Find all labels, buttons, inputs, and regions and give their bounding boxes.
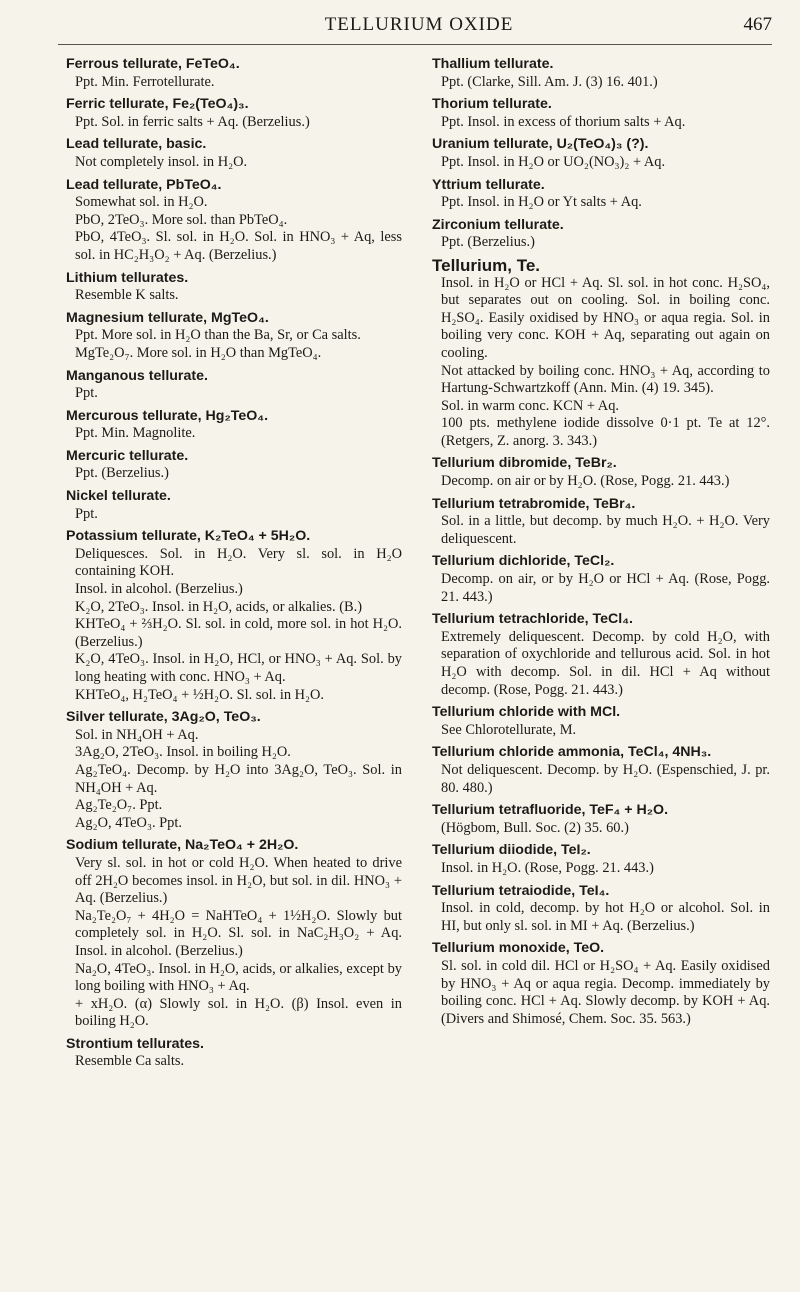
entry-text: Decomp. on air or by H₂O. (Rose, Pogg. 21. 443.) xyxy=(441,473,730,490)
entry-text: Resemble K salts. xyxy=(75,287,179,304)
entry-text: Ppt. Min. Ferrotellurate. xyxy=(75,73,215,90)
header-rule xyxy=(58,44,772,45)
entry-heading: Nickel tellurate. xyxy=(66,488,171,505)
entry-text: 3Ag₂O, 2TeO₃. Insol. in boiling H₂O. xyxy=(75,744,291,761)
entry-text: MgTe₂O₇. More sol. in H₂O than MgTeO₄. xyxy=(75,344,322,361)
entry-text: Ag₂TeO₄. Decomp. by H₂O into 3Ag₂O, TeO₃. Sol. in NH₄OH + Aq. xyxy=(75,761,402,796)
dictionary-entry xyxy=(432,883,770,936)
running-title: TELLURIUM OXIDE xyxy=(324,14,514,35)
entry-heading: Silver tellurate, 3Ag₂O, TeO₃. xyxy=(66,709,261,726)
entry-text: K₂O, 2TeO₃. Insol. in H₂O, acids, or alkalies. (B.) xyxy=(75,598,363,615)
entry-heading: Potassium tellurate, K₂TeO₄ + 5H₂O. xyxy=(66,528,311,545)
dictionary-entry xyxy=(66,528,402,704)
entry-text: Ppt. xyxy=(75,505,98,522)
entry-text: Ppt. Insol. in H₂O or UO₂(NO₃)₂ + Aq. xyxy=(441,153,666,170)
entry-text: PbO, 4TeO₃. Sl. sol. in H₂O. Sol. in HNO₃ + Aq, less sol. in HC₂H₃O₂ + Aq. (Berzelius.) xyxy=(75,229,402,263)
entry-text: Deliquesces. Sol. in H₂O. Very sl. sol. in H₂O containing KOH. xyxy=(75,545,402,580)
dictionary-entry xyxy=(432,842,770,877)
dictionary-entry xyxy=(66,1036,402,1071)
entry-heading: Yttrium tellurate. xyxy=(432,176,545,193)
entry-text: Insol. in cold, decomp. by hot H₂O or alcohol. Sol. in HI, but only sl. sol. in MI + Aq. (Berzelius.) xyxy=(441,900,770,934)
entry-heading: Tellurium tetraiodide, TeI₄. xyxy=(432,882,610,899)
entry-text: Ppt. (Berzelius.) xyxy=(441,234,535,251)
entry-text: Ag₂O, 4TeO₃. Ppt. xyxy=(75,814,182,831)
entry-text: Not attacked by boiling conc. HNO₃ + Aq, according to Hartung-Schwartzkoff (Ann. Min. (4) 19. 345). xyxy=(441,362,770,397)
entry-text: K₂O, 4TeO₃. Insol. in H₂O, HCl, or HNO₃ + Aq. Sol. by long heating with conc. HNO₃ + Aq. xyxy=(75,651,402,685)
dictionary-entry xyxy=(432,744,770,797)
entry-text: Na₂Te₂O₇ + 4H₂O = NaHTeO₄ + 1½H₂O. Slowly but completely sol. in H₂O. Sl. sol. in NaC₂H₃O₂ + Aq. Insol. in alcohol. (Berzelius.) xyxy=(75,907,402,959)
dictionary-entry xyxy=(432,940,770,1028)
entry-text: Extremely deliquescent. Decomp. by cold H₂O, with separation of oxychloride and tellurous acid. Sol. in hot H₂O with decomp. Sol. in dil. HCl + Aq without decomp. (Rose, Pogg. 21. 443.) xyxy=(441,628,770,698)
left-column xyxy=(66,56,402,1076)
dictionary-entry xyxy=(66,488,402,523)
dictionary-entry xyxy=(432,496,770,549)
entry-heading: Tellurium chloride ammonia, TeCl₄, 4NH₃. xyxy=(432,744,712,761)
entry-text: Ppt. Insol. in H₂O or Yt salts + Aq. xyxy=(441,194,642,211)
dictionary-entry xyxy=(432,96,770,131)
dictionary-entry xyxy=(432,553,770,606)
dictionary-entry xyxy=(432,455,770,490)
entry-text: Ppt. Sol. in ferric salts + Aq. (Berzelius.) xyxy=(75,113,310,130)
entry-text: Na₂O, 4TeO₃. Insol. in H₂O, acids, or alkalies, except by long boiling with HNO₃ + Aq. xyxy=(75,960,402,995)
entry-text: Sol. in a little, but decomp. by much H₂O. + H₂O. Very deliquescent. xyxy=(441,513,770,547)
entry-heading: Tellurium chloride with MCl. xyxy=(432,704,621,721)
entry-heading: Tellurium diiodide, TeI₂. xyxy=(432,842,591,859)
dictionary-entry xyxy=(66,837,402,1031)
entry-heading: Tellurium tetrafluoride, TeF₄ + H₂O. xyxy=(432,802,669,819)
entry-text: Very sl. sol. in hot or cold H₂O. When heated to drive off 2H₂O becomes insol. in H₂O, but sol. in dil. HNO₃ + Aq. (Berzelius.) xyxy=(75,854,402,907)
dictionary-entry xyxy=(432,611,770,699)
entry-heading: Strontium tellurates. xyxy=(66,1035,204,1052)
entry-text: KHTeO₄, H₂TeO₄ + ½H₂O. Sl. sol. in H₂O. xyxy=(75,686,325,703)
entry-heading: Magnesium tellurate, MgTeO₄. xyxy=(66,309,269,326)
entry-text: Not completely insol. in H₂O. xyxy=(75,153,248,170)
entry-heading: Ferric tellurate, Fe₂(TeO₄)₃. xyxy=(66,96,249,113)
entry-heading: Zirconium tellurate. xyxy=(432,216,564,233)
entry-heading: Tellurium dibromide, TeBr₂. xyxy=(432,455,617,472)
entry-text: See Chlorotellurate, M. xyxy=(441,721,577,738)
dictionary-entry xyxy=(432,136,770,171)
entry-heading: Mercuric tellurate. xyxy=(66,447,189,464)
entry-heading: Ferrous tellurate, FeTeO₄. xyxy=(66,56,240,72)
entry-heading: Thorium tellurate. xyxy=(432,96,552,113)
entry-heading: Tellurium, Te. xyxy=(432,255,540,275)
entry-text: Somewhat sol. in H₂O. xyxy=(75,194,208,211)
dictionary-entry xyxy=(432,802,770,837)
dictionary-entry xyxy=(66,448,402,483)
entry-heading: Lead tellurate, PbTeO₄. xyxy=(66,176,222,193)
entry-text: + xH₂O. (α) Slowly sol. in H₂O. (β) Insol. even in boiling H₂O. xyxy=(75,995,402,1030)
dictionary-entry xyxy=(432,704,770,739)
entry-text: Sl. sol. in cold dil. HCl or H₂SO₄ + Aq. Easily oxidised by HNO₃ + Aq or aqua regia. Decomp. immediately by boiling conc. HCl + Aq. Slowly decomp. by KOH + Aq. (Divers and Shimosé, Chem. Soc. 35. 563.) xyxy=(441,957,770,1027)
entry-heading: Lithium tellurates. xyxy=(66,269,189,286)
entry-text: Not deliquescent. Decomp. by H₂O. (Espenschied, J. pr. 80. 480.) xyxy=(441,761,770,796)
dictionary-entry xyxy=(66,310,402,363)
entry-text: (Högbom, Bull. Soc. (2) 35. 60.) xyxy=(441,819,629,836)
entry-text: Insol. in alcohol. (Berzelius.) xyxy=(75,581,243,598)
entry-text: Decomp. on air, or by H₂O or HCl + Aq. (Rose, Pogg. 21. 443.) xyxy=(441,571,770,605)
entry-heading: Tellurium tetrabromide, TeBr₄. xyxy=(432,495,636,512)
entry-heading: Mercurous tellurate, Hg₂TeO₄. xyxy=(66,407,269,424)
entry-text: Ppt. (Clarke, Sill. Am. J. (3) 16. 401.) xyxy=(441,73,658,90)
entry-heading: Uranium tellurate, U₂(TeO₄)₃ (?). xyxy=(432,136,649,153)
dictionary-entry xyxy=(66,368,402,403)
dictionary-entry xyxy=(432,257,770,451)
entry-text: Sol. in warm conc. KCN + Aq. xyxy=(441,397,619,414)
entry-text: Ag₂Te₂O₇. Ppt. xyxy=(75,797,163,814)
running-header xyxy=(66,14,772,44)
dictionary-entry xyxy=(66,709,402,832)
entry-heading: Sodium tellurate, Na₂TeO₄ + 2H₂O. xyxy=(66,837,299,854)
right-column xyxy=(432,56,770,1033)
dictionary-entry xyxy=(66,177,402,265)
page-number: 467 xyxy=(743,14,772,35)
dictionary-entry xyxy=(66,136,402,171)
entry-text: Sol. in NH₄OH + Aq. xyxy=(75,726,199,743)
entry-text: PbO, 2TeO₃. More sol. than PbTeO₄. xyxy=(75,211,288,228)
entry-text: Ppt. Min. Magnolite. xyxy=(75,425,196,442)
entry-text: Insol. in H₂O or HCl + Aq. Sl. sol. in hot conc. H₂SO₄, but separates out on cooling. Sol. in boiling conc. H₂SO₄. Easily oxidised by HNO₃ or aqua regia. Sol. in boiling very conc. KOH + Aq, separating out again on cooling. xyxy=(441,274,770,361)
dictionary-entry xyxy=(66,96,402,131)
entry-heading: Thallium tellurate. xyxy=(432,56,554,72)
entry-text: 100 pts. methylene iodide dissolve 0·1 pt. Te at 12°. (Retgers, Z. anorg. 3. 343.) xyxy=(441,415,770,449)
entry-text: Ppt. xyxy=(75,385,98,402)
dictionary-entry xyxy=(432,177,770,212)
dictionary-entry xyxy=(66,270,402,305)
entry-heading: Tellurium monoxide, TeO. xyxy=(432,940,605,957)
dictionary-entry xyxy=(66,408,402,443)
dictionary-entry xyxy=(66,56,402,91)
entry-text: KHTeO₄ + ⅔H₂O. Sl. sol. in cold, more sol. in hot H₂O. (Berzelius.) xyxy=(75,616,402,650)
entry-text: Ppt. (Berzelius.) xyxy=(75,465,169,482)
entry-text: Resemble Ca salts. xyxy=(75,1053,185,1070)
entry-heading: Manganous tellurate. xyxy=(66,367,208,384)
entry-heading: Tellurium dichloride, TeCl₂. xyxy=(432,553,615,570)
dictionary-entry xyxy=(432,56,770,91)
entry-heading: Tellurium tetrachloride, TeCl₄. xyxy=(432,611,633,628)
entry-text: Ppt. Insol. in excess of thorium salts + Aq. xyxy=(441,113,686,130)
entry-text: Ppt. More sol. in H₂O than the Ba, Sr, or Ca salts. xyxy=(75,327,361,344)
dictionary-entry xyxy=(432,217,770,252)
entry-heading: Lead tellurate, basic. xyxy=(66,136,207,153)
entry-text: Insol. in H₂O. (Rose, Pogg. 21. 443.) xyxy=(441,859,654,876)
